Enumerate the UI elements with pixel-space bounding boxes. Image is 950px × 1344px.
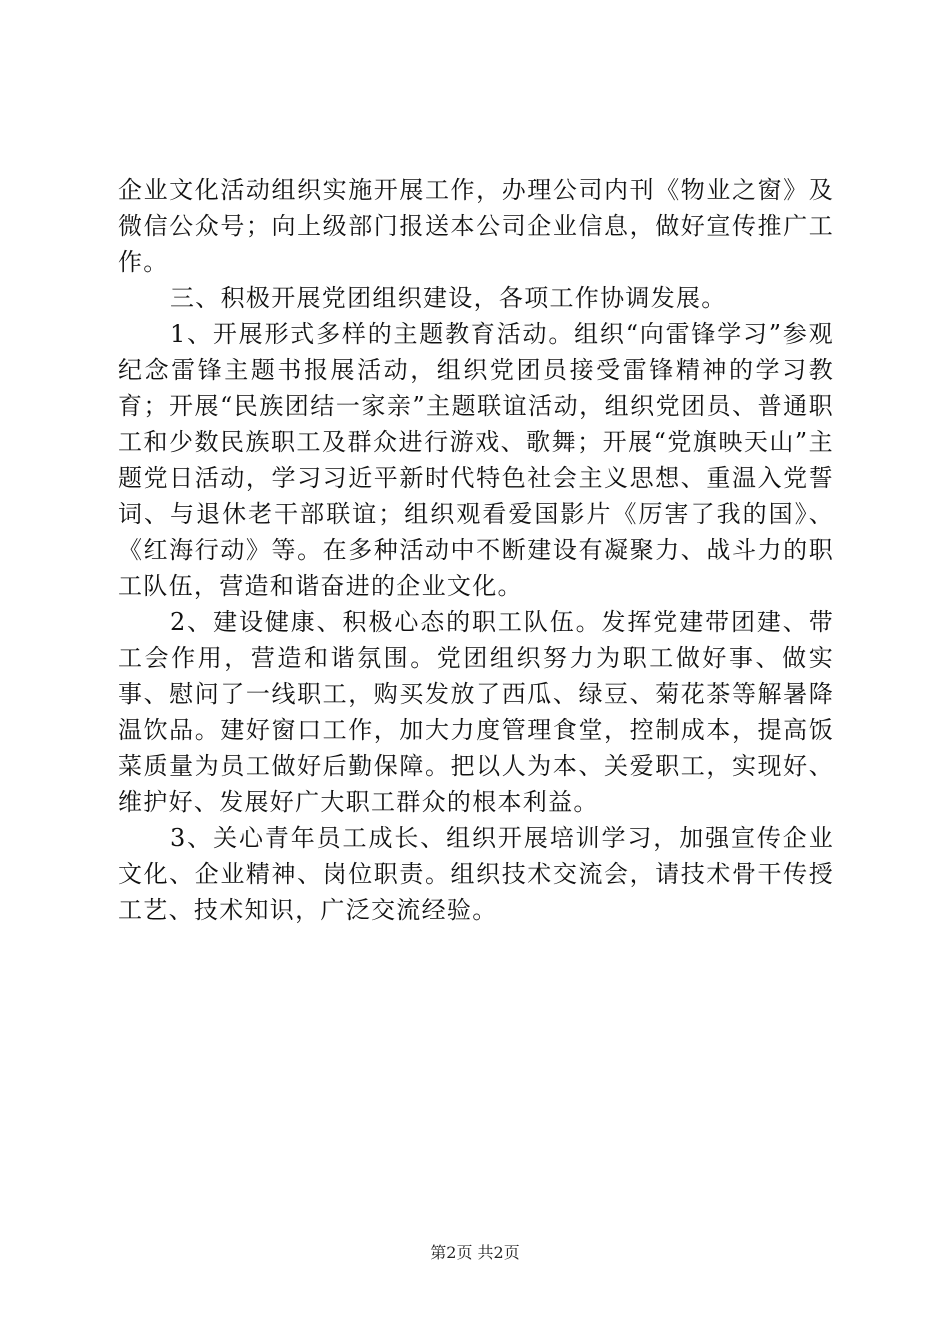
paragraph-item-3: 3、关心青年员工成长、组织开展培训学习，加强宣传企业文化、企业精神、岗位职责。组织技术交流会，请技术骨干传授工艺、技术知识，广泛交流经验。 bbox=[118, 824, 834, 924]
paragraph-continuation: 企业文化活动组织实施开展工作，办理公司内刊《物业之窗》及微信公众号；向上级部门报送本公司企业信息，做好宣传推广工作。 bbox=[118, 176, 834, 276]
section-heading-three: 三、积极开展党团组织建设，各项工作协调发展。 bbox=[170, 284, 727, 312]
paragraph-item-2: 2、建设健康、积极心态的职工队伍。发挥党建带团建、带工会作用，营造和谐氛围。党团组织努力为职工做好事、做实事、慰问了一线职工，购买发放了西瓜、绿豆、菊花茶等解暑降温饮品。建好窗口工作，加大力度管理食堂，控制成本，提高饭菜质量为员工做好后勤保障。把以人为本、关爱职工，实现好、维护好、发展好广大职工群众的根本利益。 bbox=[118, 608, 834, 816]
paragraph-item-1: 1、开展形式多样的主题教育活动。组织“向雷锋学习”参观纪念雷锋主题书报展活动，组织党团员接受雷锋精神的学习教育；开展“民族团结一家亲”主题联谊活动，组织党团员、普通职工和少数民族职工及群众进行游戏、歌舞；开展“党旗映天山”主题党日活动，学习习近平新时代特色社会主义思想、重温入党誓词、与退休老干部联谊；组织观看爱国影片《厉害了我的国》、《红海行动》等。在多种活动中不断建设有凝聚力、战斗力的职工队伍，营造和谐奋进的企业文化。 bbox=[118, 320, 834, 600]
page-number-footer: 第2页 共2页 bbox=[430, 1243, 520, 1262]
document-body bbox=[118, 172, 834, 928]
